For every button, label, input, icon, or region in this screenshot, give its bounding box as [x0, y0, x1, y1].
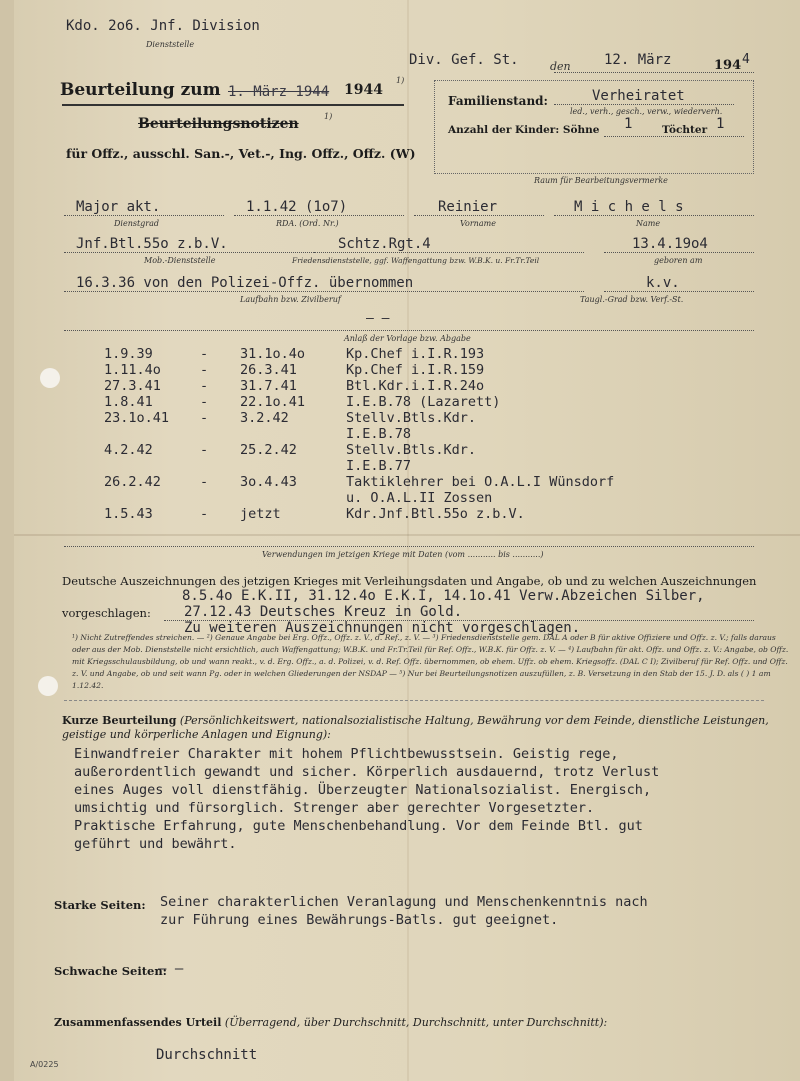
kinder-label: Anzahl der Kinder: Söhne	[448, 124, 600, 136]
footnote-mark-2: 1)	[324, 112, 333, 121]
awards-line-2: 27.12.43 Deutsches Kreuz in Gold.	[184, 604, 463, 620]
unit-label: Dienststelle	[146, 40, 195, 49]
service-row	[104, 410, 614, 426]
taugl-label: Taugl.-Grad bzw. Verf.-St.	[580, 295, 684, 304]
service-to: 3o.4.43	[240, 474, 297, 490]
form-code: A/0225	[30, 1060, 59, 1069]
service-to: 31.1o.4o	[240, 346, 306, 362]
friedens-label: Friedensdienststelle, ggf. Waffengattung bzw. W.B.K. u. Fr.Tr.Teil	[292, 256, 540, 265]
service-sep: -	[200, 506, 209, 522]
service-sep: -	[200, 394, 209, 410]
awards-label: Deutsche Auszeichnungen des jetzigen Krieges mit Verleihungsdaten und Angabe, ob und zu welchen Auszeichnungen	[62, 574, 757, 588]
service-row	[104, 378, 614, 394]
rda-value: 1.1.42 (1o7)	[246, 199, 348, 215]
verwendungen-label: Verwendungen im jetzigen Kriege mit Daten (vom ........... bis ...........)	[262, 550, 544, 559]
service-from: 1.5.43	[104, 506, 153, 522]
service-post: I.E.B.78	[346, 426, 412, 442]
kurze-text: Einwandfreier Charakter mit hohem Pflichtbewusstsein. Geistig rege, außerordentlich gewandt und sicher. Körperlich ausdauernd, trotz Verlust eines Auges voll dienstfähig. Überzeugter Nationalsozialist. Energisch, umsichtig und fürsorglich. Strenger aber gerechter Vorgesetzter. Praktische Erfahrung, gute Menschenbehandlung. Vor dem Feinde Btl. gut geführt und bewährt.	[74, 746, 660, 852]
service-row	[104, 506, 614, 522]
service-sep	[200, 426, 240, 442]
punch-hole-bottom	[38, 676, 58, 696]
service-post: Stellv.Btls.Kdr.	[346, 442, 477, 458]
service-post: Kp.Chef i.I.R.193	[346, 346, 485, 362]
service-from: 1.11.4o	[104, 362, 161, 378]
date-year-digit: 4	[742, 52, 750, 67]
name-underline	[554, 215, 754, 216]
service-post: Kp.Chef i.I.R.159	[346, 362, 485, 378]
beurteilungsnotizen-title: Beurteilungsnotizen	[138, 116, 299, 132]
service-sep: -	[200, 346, 209, 362]
remark-label: Raum für Bearbeitungsvermerke	[534, 176, 668, 185]
service-table	[104, 346, 614, 522]
service-row	[104, 490, 614, 506]
urteil-label: Zusammenfassendes Urteil	[54, 1016, 222, 1029]
title-rule	[62, 104, 404, 106]
service-row	[104, 346, 614, 362]
service-post: Stellv.Btls.Kdr.	[346, 410, 477, 426]
service-post: u. O.A.L.II Zossen	[346, 490, 493, 506]
schwache-label: Schwache Seiten:	[54, 964, 167, 978]
service-post: Kdr.Jnf.Btl.55o z.b.V.	[346, 506, 525, 522]
familienstand-options: led., verh., gesch., verw., wiederverh.	[570, 107, 723, 116]
laufbahn-label: Laufbahn bzw. Zivilberuf	[240, 295, 341, 304]
rda-underline	[234, 215, 404, 216]
geboren-label: geboren am	[654, 256, 703, 265]
urteil-desc: (Überragend, über Durchschnitt, Durchschnitt, unter Durchschnitt):	[224, 1016, 608, 1029]
kurze-label: Kurze Beurteilung	[62, 714, 177, 727]
laufbahn-underline	[64, 291, 584, 292]
location: Div. Gef. St.	[409, 52, 519, 68]
service-post: Btl.Kdr.i.I.R.24o	[346, 378, 485, 394]
footnotes: ¹) Nicht Zutreffendes streichen. — ²) Genaue Angabe bei Erg. Offz., Offz. z. V., d. Ref., z. V. — ³) Friedensdienststelle gem. DAL A oder B für aktive Offiziere und Offz. z. V.; falls daraus oder aus der Mob. Dienststelle nicht ersichtlich, auch Waffengattung; W.B.K. und Fr.Tr.Teil für Ref. Offz., W.B.K. für Offz. z. V. — ⁴) Laufbahn für akt. Offz. und Offz. z. V.: Angabe, ob Offz. mit Kriegsschulausbildung, ob und wann reakt., v. d. Erg. Offz., a. d. Polizei, v. d. Ref. Offz. übernommen, ob ehem. Uffz. ob ehem. Kriegsoffz. (DAL C I); Zivilberuf für Ref. Offz. und Offz. z. V. und Angabe, ob und seit wann Pg. oder in welchen Gliederungen der NSDAP — ⁵) Nur bei Beurteilungsnotizen auszufüllen, z. B. Versetzung in den Stab der 15. J. D. als ( ) 1 am 1.12.42.	[72, 633, 789, 690]
mob-value: Jnf.Btl.55o z.b.V.	[76, 236, 228, 252]
familienstand-value: Verheiratet	[592, 88, 685, 104]
service-from: 23.1o.41	[104, 410, 170, 426]
service-to: 26.3.41	[240, 362, 297, 378]
service-post: Taktiklehrer bei O.A.L.I Wünsdorf	[346, 474, 615, 490]
rda-label: RDA. (Ord. Nr.)	[276, 219, 339, 228]
urteil-value: Durchschnitt	[156, 1047, 258, 1063]
service-sep: -	[200, 410, 209, 426]
rank-value: Major akt.	[76, 199, 161, 215]
service-row	[104, 474, 614, 490]
mob-underline	[64, 252, 314, 253]
name-label: Name	[636, 219, 661, 228]
beurteilung-title: Beurteilung zum	[60, 80, 221, 100]
rank-underline	[64, 215, 224, 216]
unit-name: Kdo. 2o6. Jnf. Division	[66, 18, 260, 34]
service-from	[104, 458, 200, 474]
vorname-label: Vorname	[460, 219, 496, 228]
vorname-underline	[414, 215, 544, 216]
awards-line-1: 8.5.4o E.K.II, 31.12.4o E.K.I, 14.1o.41 Verw.Abzeichen Silber,	[182, 588, 705, 604]
awards-line-3: Zu weiteren Auszeichnungen nicht vorgeschlagen.	[184, 620, 581, 636]
date-underline	[554, 72, 754, 73]
taugl-value: k.v.	[646, 275, 680, 291]
service-sep: -	[200, 474, 209, 490]
service-to: jetzt	[240, 506, 281, 522]
service-to	[240, 458, 346, 474]
schwache-text: – –	[158, 961, 184, 977]
taugl-underline	[604, 291, 754, 292]
service-from: 27.3.41	[104, 378, 161, 394]
starke-label: Starke Seiten:	[54, 898, 146, 912]
urteil-heading	[54, 1016, 607, 1029]
anlass-dash: – –	[366, 311, 390, 326]
struck-date: 1. März 1944	[228, 84, 330, 100]
service-row	[104, 426, 614, 442]
service-from: 1.8.41	[104, 394, 153, 410]
footnote-mark-1: 1)	[396, 76, 405, 85]
service-to: 3.2.42	[240, 410, 289, 426]
familienstand-underline	[554, 104, 734, 105]
name-value: M i c h e l s	[574, 199, 684, 215]
service-row	[104, 362, 614, 378]
footnote-rule	[64, 700, 764, 701]
service-sep: -	[200, 378, 209, 394]
kurze-heading	[62, 714, 792, 742]
anlass-underline	[64, 330, 754, 331]
kurze-desc: (Persönlichkeitswert, nationalsozialistische Haltung, Bewährung vor dem Feinde, dienstliche Leistungen, geistige und körperliche Anlagen und Eignung):	[62, 714, 769, 741]
service-from: 1.9.39	[104, 346, 153, 362]
punch-hole-top	[40, 368, 60, 388]
service-to	[240, 426, 346, 442]
anlass-label: Anlaß der Vorlage bzw. Abgabe	[344, 334, 471, 343]
service-to: 25.2.42	[240, 442, 297, 458]
service-from	[104, 490, 200, 506]
service-row	[104, 442, 614, 458]
laufbahn-value: 16.3.36 von den Polizei-Offz. übernommen	[76, 275, 414, 291]
service-row	[104, 394, 614, 410]
service-from	[104, 426, 200, 442]
document-sheet	[14, 0, 800, 1081]
service-from: 26.2.42	[104, 474, 161, 490]
vorgeschlagen-label: vorgeschlagen:	[62, 606, 151, 620]
service-to: 22.1o.41	[240, 394, 306, 410]
service-row	[104, 458, 614, 474]
service-to: 31.7.41	[240, 378, 297, 394]
service-post: I.E.B.77	[346, 458, 412, 474]
date-year: 194	[714, 58, 742, 73]
service-post: I.E.B.78 (Lazarett)	[346, 394, 501, 410]
starke-text: Seiner charakterlichen Veranlagung und Menschenkenntnis nach zur Führung eines Bewährungs-Batls. gut geeignet.	[160, 894, 648, 928]
service-sep: -	[200, 442, 209, 458]
geboren-underline	[604, 252, 754, 253]
verwendungen-underline	[64, 546, 754, 547]
service-sep: -	[200, 362, 209, 378]
friedens-value: Schtz.Rgt.4	[338, 236, 431, 252]
vorname-value: Reinier	[438, 199, 498, 215]
toechter-label: Töchter	[662, 124, 708, 136]
form-subtitle: für Offz., ausschl. San.-, Vet.-, Ing. Offz., Offz. (W)	[66, 146, 416, 161]
toechter-value: 1	[716, 116, 725, 132]
friedens-underline	[314, 252, 584, 253]
service-from: 4.2.42	[104, 442, 153, 458]
beurteilung-year: 1944	[344, 82, 383, 98]
date-day-month: 12. März	[604, 52, 672, 68]
service-sep	[200, 490, 240, 506]
familienstand-label: Familienstand:	[448, 94, 548, 108]
den-label: den	[550, 60, 571, 73]
mob-label: Mob.-Dienststelle	[144, 256, 216, 265]
service-sep	[200, 458, 240, 474]
soehne-value: 1	[624, 116, 633, 132]
kinder-underline	[604, 136, 744, 137]
rank-label: Dienstgrad	[114, 219, 160, 228]
service-to	[240, 490, 346, 506]
geboren-value: 13.4.19o4	[632, 236, 708, 252]
